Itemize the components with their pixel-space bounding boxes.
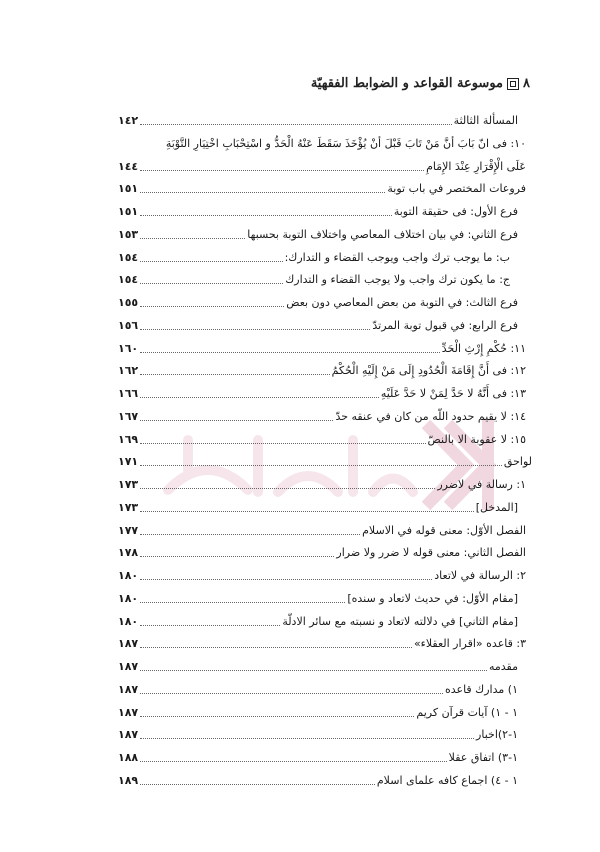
toc-entry [118, 677, 532, 699]
dot-leader [140, 693, 443, 694]
dot-leader [140, 511, 474, 512]
toc-entry-page-number: ١٧٣ [118, 500, 139, 514]
dot-leader [140, 329, 370, 330]
toc-entry-title: الفصل الثاني: معنى قوله لا ضرر ولا ضرار [336, 546, 526, 560]
toc-entry-page-number: ١٤٤ [118, 159, 139, 173]
toc-entry-title: لواحق [503, 455, 532, 469]
toc-entry-title: ١١: حُكْمِ إِرْثِ الْحَدِّ [441, 341, 526, 355]
toc-entry-page-number: ١٥٦ [118, 318, 139, 332]
toc-entry-page-number: ١٨٨ [118, 751, 139, 764]
toc-entry-page-number: ١٥٤ [118, 273, 139, 287]
dot-leader [140, 465, 502, 466]
dot-leader [140, 625, 280, 626]
dot-leader [140, 534, 360, 535]
toc-entry-title: [مقام الثاني] في دلالته لاتعاد و نسبته مع سائر الادلّة [282, 614, 518, 628]
toc-entry-title: [مقام الأوّل: في حديث لاتعاد و سنده] [347, 591, 518, 605]
dot-leader [140, 556, 334, 557]
toc-entry-page-number: ١٦٢ [118, 364, 139, 378]
toc-entry-page-number: ١٨٩ [118, 773, 139, 787]
toc-entry-page-number: ١٨٧ [118, 682, 139, 696]
dot-leader [140, 124, 452, 125]
toc-entry [118, 358, 532, 380]
toc-entry [118, 518, 532, 540]
toc-entry-title: ١٥: لا عقوبة الا بالنصّ [427, 432, 526, 446]
toc-entry-page-number: ١٨٠ [118, 591, 139, 605]
toc-entry [118, 245, 532, 267]
toc-entry [118, 745, 532, 767]
toc-entry-title: ٣: قاعده «اقرار العقلاء» [413, 637, 526, 651]
toc-entry-title: [المدخل] [475, 500, 518, 514]
dot-leader [140, 192, 385, 193]
toc-entry-page-number: ١٨٧ [118, 728, 139, 742]
toc-entry-title: ١٤: لا يقيم حدود اللّه من كان في عنقه حدّ [335, 409, 526, 423]
toc-entry-title: ب: ما يوجب ترك واجب ويوجب القضاء و التدارك: [284, 250, 510, 264]
toc-entry [118, 654, 532, 676]
dot-leader [140, 647, 412, 648]
toc-entry-page-number: ١٦٦ [118, 387, 139, 400]
toc-entry-page-number: ١٨٠ [118, 569, 139, 582]
toc-entry [118, 609, 532, 631]
toc-entry [118, 404, 532, 426]
toc-entry [118, 563, 532, 585]
toc-entry-page-number: ١٦٩ [118, 432, 139, 446]
dot-leader [140, 215, 392, 216]
toc-entry [118, 176, 532, 198]
toc-entry [118, 495, 532, 517]
dot-leader [140, 488, 435, 489]
toc-entry [118, 472, 532, 494]
dot-leader [140, 761, 446, 762]
toc-entry-title: ١٣: فی أَنَّهُ لا حَدَّ لِمَنْ لا حَدَّ عَلَيْهِ [380, 387, 526, 400]
toc-entry-page-number: ١٥٣ [118, 227, 139, 241]
dot-leader [140, 670, 487, 671]
toc-entry-title: فرع الرابع: في قبول توبة المرتدّ [372, 318, 518, 332]
toc-entry-title: ج: ما يكون ترك واجب ولا يوجب القضاء و التدارك [285, 273, 510, 287]
toc-entry-title: ١٢: فی أَنَّ إِقَامَةَ الْحُدُودِ إِلَی مَنْ إِلَيْهِ الْحُكْمُ [331, 364, 526, 378]
dot-leader [140, 579, 432, 580]
toc-entry-page-number: ١٨٠ [118, 614, 139, 628]
toc-entry [118, 131, 532, 153]
toc-entry-title: فرع الأول: فی حقیقة التوبة [393, 205, 518, 218]
toc-entry [118, 336, 532, 358]
toc-entry-page-number: ١٧٧ [118, 523, 139, 537]
toc-entry-page-number: ١٨٧ [118, 705, 139, 719]
toc-entry [118, 381, 532, 403]
toc-entry-page-number: ١٦٠ [118, 341, 139, 355]
toc-entry [118, 449, 532, 471]
toc-entry-page-number: ١٨٧ [118, 660, 139, 673]
dot-leader [140, 443, 425, 444]
toc-entry-title: ١ - ٤) اجماع كافه علماى اسلام [376, 773, 518, 787]
toc-entry-title: ١) مدارك قاعده [444, 682, 518, 696]
toc-entry-page-number: ١٥٥ [118, 296, 139, 309]
dot-leader [140, 602, 345, 603]
toc-entry-title: مقدمه [488, 660, 518, 673]
toc-entry [118, 222, 532, 244]
header-book-title: موسوعة القواعد و الضوابط الفقهيّة [310, 76, 504, 91]
dot-leader [140, 784, 375, 785]
toc-entry-title: ١-٣) اتفاق عقلا [448, 751, 518, 764]
toc-entry-page-number: ١٥١ [118, 182, 139, 196]
toc-entry-title: عَلَى الْإِقْرَارِ عِنْدَ الإِمَامِ [426, 159, 526, 173]
toc-entry-title: فرع الثاني: في بيان اختلاف المعاصي واختلاف التوبة بحسبها [247, 227, 518, 241]
dot-leader [140, 374, 329, 375]
toc-entry-title: ١ - ١) آيات قرآن كريم [416, 705, 518, 719]
toc-entry [118, 722, 532, 744]
toc-entry-title: ١-٢)اخبار [476, 728, 518, 742]
dot-leader [140, 420, 333, 421]
toc-entry-title: فروعات المختصر في باب توبة [387, 182, 526, 196]
toc-entry-title: الفصل الأوّل: معنى قوله في الاسلام [362, 523, 526, 537]
toc-entry-page-number: ١٥١ [118, 205, 139, 218]
dot-leader [140, 397, 379, 398]
toc-entry-title: ١: رسالة في لاضرر [437, 478, 526, 491]
toc-entry [118, 631, 532, 653]
dot-leader [140, 738, 474, 739]
toc-entry [118, 427, 532, 449]
header-page-number: ٨ [523, 76, 530, 91]
dot-leader [140, 261, 282, 262]
dot-leader [140, 352, 440, 353]
toc-entry [118, 154, 532, 176]
toc-entry-page-number: ١٧١ [118, 455, 139, 469]
toc-entry [118, 768, 532, 790]
toc-entry [118, 313, 532, 335]
dot-leader [140, 238, 245, 239]
dot-leader [140, 716, 414, 717]
toc-entry-title: ٢: الرسالة في لاتعاد [434, 569, 526, 582]
toc-entry [118, 700, 532, 722]
toc-entry-title: المسألة الثالثة [453, 114, 518, 127]
toc-entry [118, 267, 532, 289]
toc-entry-page-number: ١٧٨ [118, 546, 139, 560]
toc-entry [118, 290, 532, 312]
toc-entry [118, 108, 532, 130]
dot-leader [140, 283, 283, 284]
toc-entry-page-number: ١٨٧ [118, 637, 139, 651]
dot-leader [140, 170, 424, 171]
toc-entry-title: فرع الثالث: في التوبة من بعض المعاصي دون بعض [286, 296, 518, 309]
toc-entry-page-number: ١٧٣ [118, 478, 139, 491]
toc-entry-title: ١٠: فی انّ بَابَ أنَّ مَنْ تَابَ قَبْلَ أنْ يُؤْخَذَ سَقَطَ عَنْهُ الْحَدُّ و اسْتِحْبَابِ اخْتِيَارِ التَّوْبَةِ [165, 136, 526, 150]
toc-entry-page-number: ١٦٧ [118, 409, 139, 423]
toc-entry-page-number: ١٤٢ [118, 114, 139, 127]
dot-leader [140, 306, 284, 307]
toc-entry [118, 540, 532, 562]
toc-entry [118, 199, 532, 221]
toc-entry-page-number: ١٥٤ [118, 250, 139, 264]
toc-entry [118, 586, 532, 608]
